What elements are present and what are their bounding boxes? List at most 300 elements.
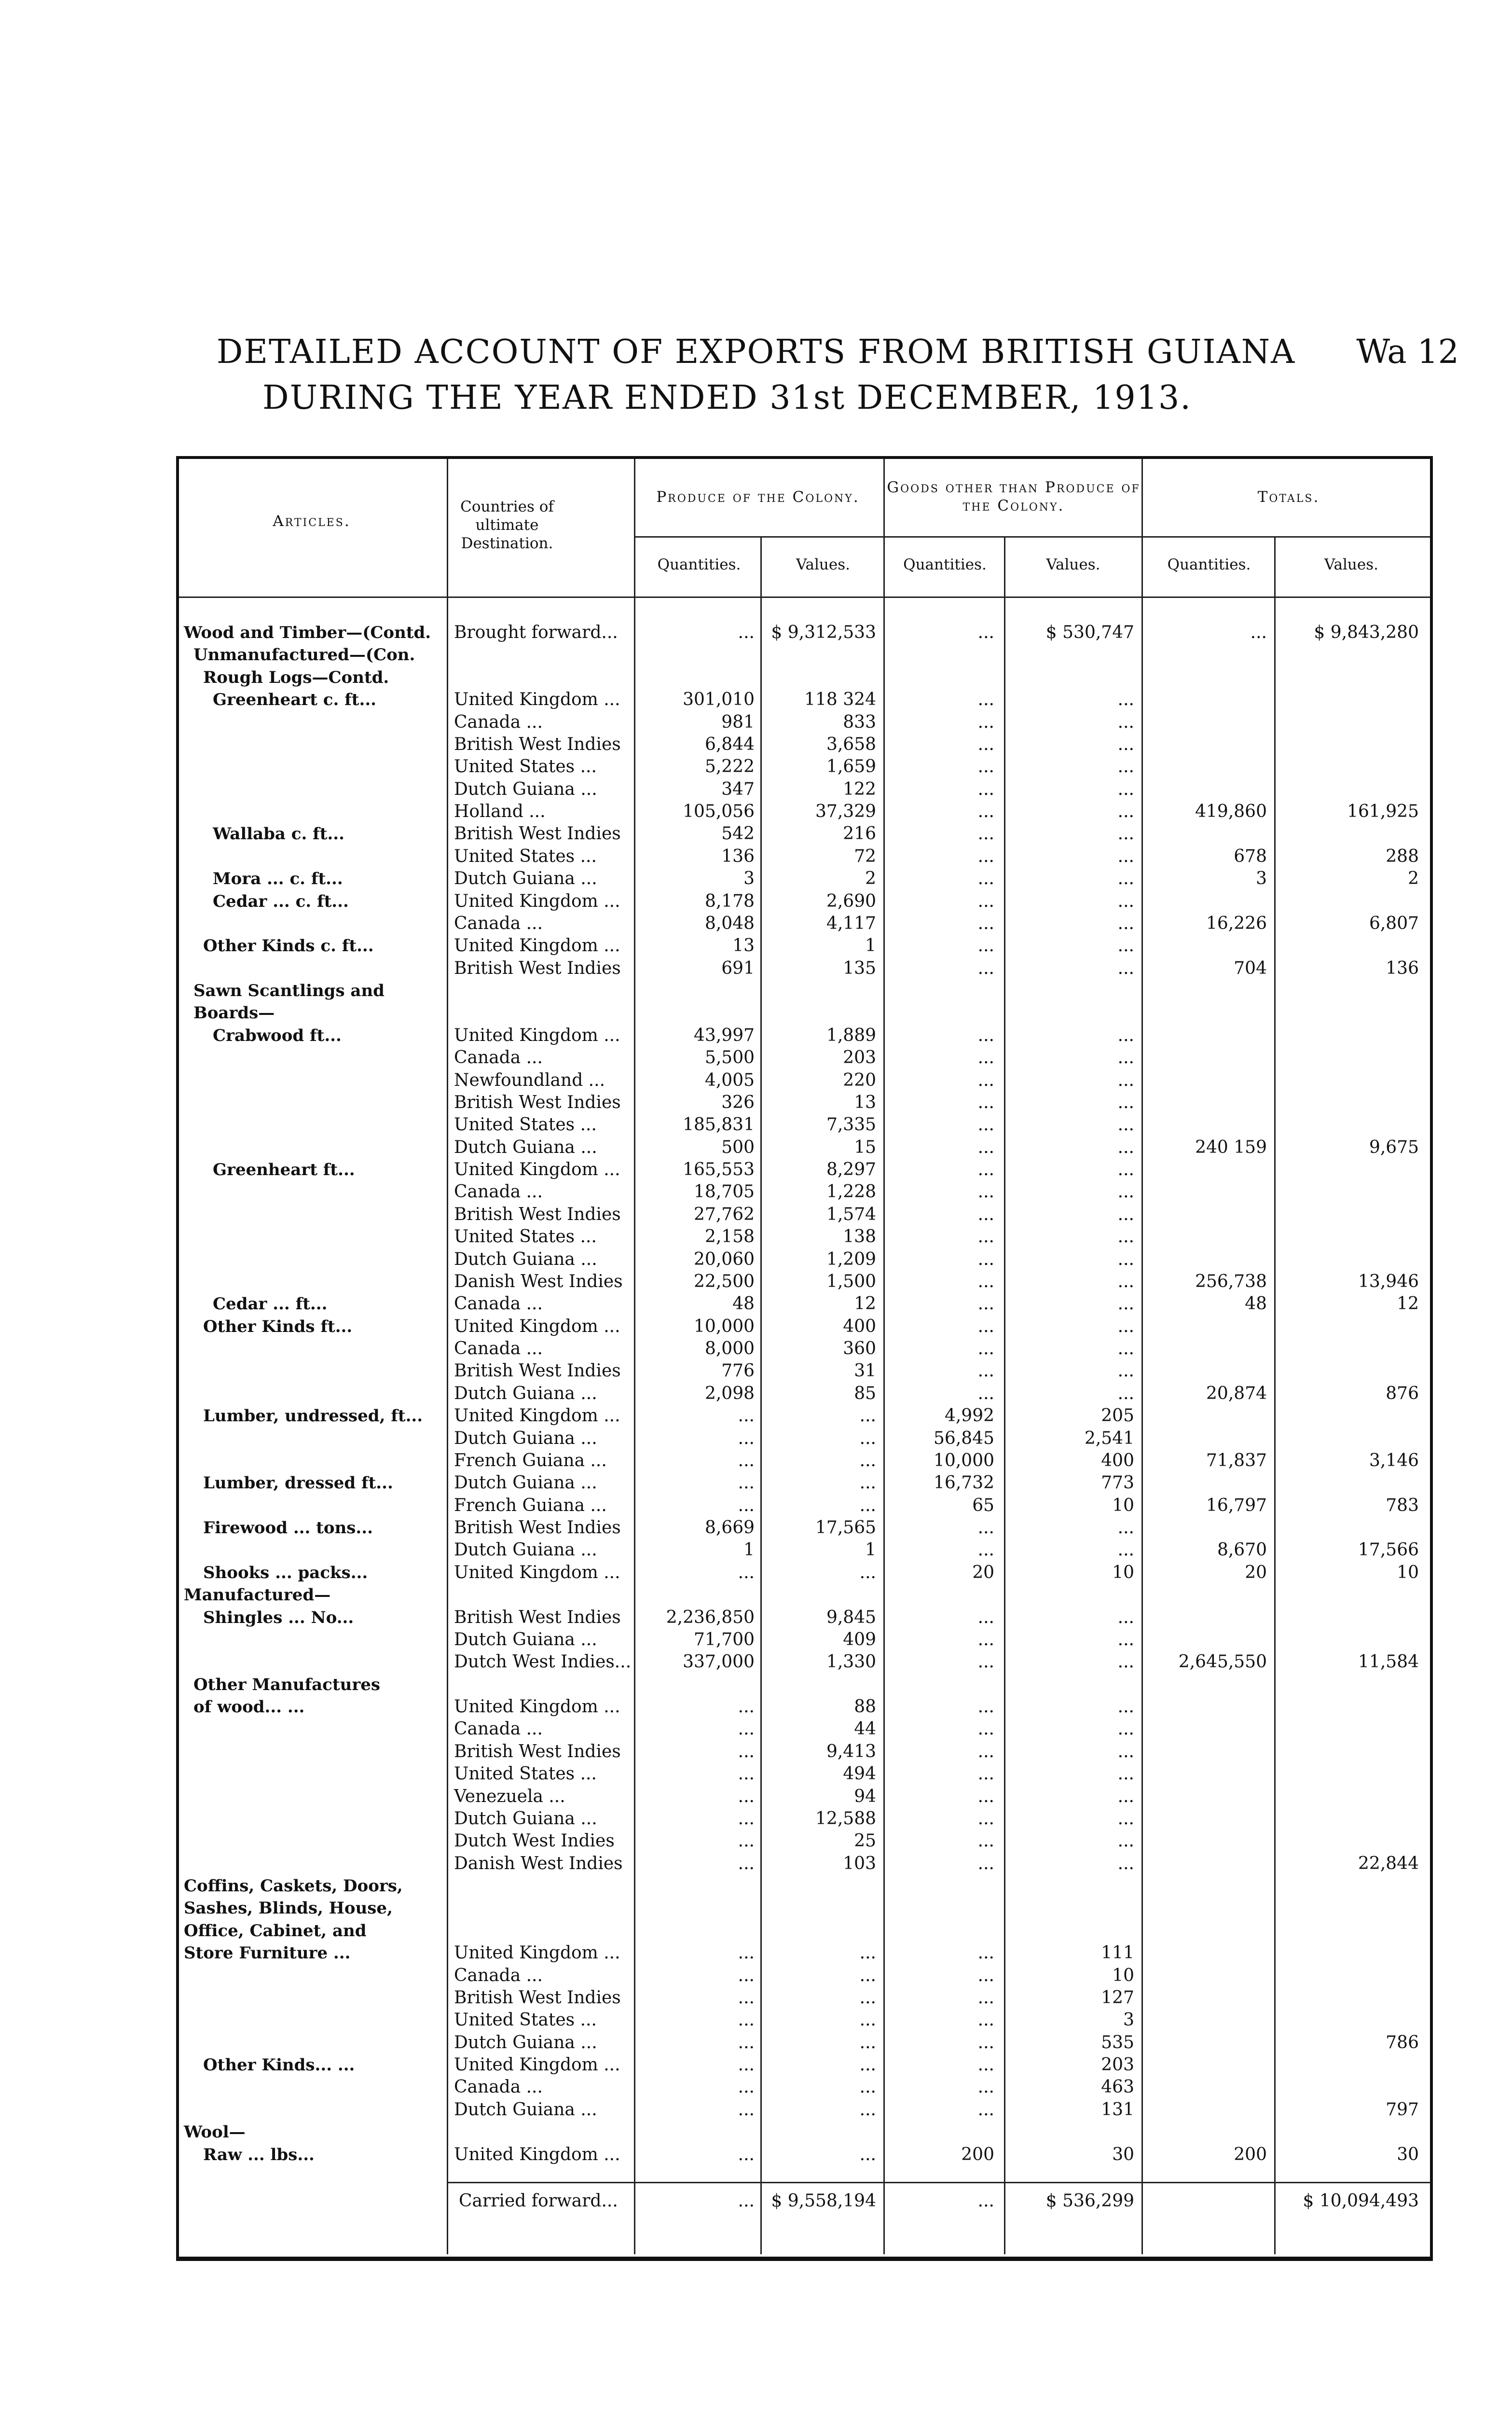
produce-quantity-cell: 43,997 bbox=[694, 1025, 755, 1045]
produce-value-cell: 409 bbox=[843, 1629, 876, 1650]
total-value-cell: 3,146 bbox=[1369, 1450, 1419, 1470]
goods-value-cell: 131 bbox=[1101, 2099, 1134, 2120]
article-cell: Wool— bbox=[184, 2122, 246, 2142]
country-cell: Dutch West Indies bbox=[454, 1831, 615, 1851]
goods-value-cell: ... bbox=[1117, 1719, 1134, 1739]
goods-quantity-cell: ... bbox=[977, 1383, 994, 1403]
article-cell: Sawn Scantlings and bbox=[193, 981, 385, 1001]
total-value-cell: 161,925 bbox=[1347, 802, 1419, 821]
produce-value-cell: 1,574 bbox=[826, 1204, 876, 1224]
goods-value-cell: ... bbox=[1117, 1160, 1134, 1180]
produce-quantity-cell: ... bbox=[738, 623, 755, 642]
produce-quantity-cell: 2,236,850 bbox=[666, 1607, 755, 1627]
produce-quantity-cell: 776 bbox=[721, 1361, 755, 1381]
country-cell: Canada ... bbox=[454, 1048, 543, 1068]
total-value-cell: 288 bbox=[1386, 846, 1419, 866]
produce-quantity-cell: 136 bbox=[721, 846, 755, 866]
article-cell: Shingles ... No... bbox=[203, 1608, 354, 1627]
country-cell: British West Indies bbox=[454, 1204, 621, 1224]
goods-quantity-cell: ... bbox=[977, 1987, 994, 2008]
produce-value-cell: ... bbox=[859, 1943, 876, 1963]
article-cell: Other Kinds c. ft... bbox=[203, 936, 374, 956]
produce-value-cell: 216 bbox=[843, 824, 876, 844]
goods-quantity-cell: ... bbox=[977, 1719, 994, 1739]
goods-quantity-cell: ... bbox=[977, 2032, 994, 2052]
produce-quantity-cell: 185,831 bbox=[683, 1115, 755, 1135]
country-cell: United Kingdom ... bbox=[454, 891, 620, 911]
goods-quantity-cell: ... bbox=[977, 623, 994, 642]
country-cell: Dutch Guiana ... bbox=[454, 869, 597, 889]
produce-value-cell: 4,117 bbox=[826, 913, 876, 933]
produce-quantity-cell: ... bbox=[738, 1450, 755, 1470]
produce-value-cell: 15 bbox=[854, 1137, 876, 1157]
goods-value-cell: ... bbox=[1117, 1361, 1134, 1381]
produce-value-cell: 138 bbox=[843, 1227, 876, 1247]
country-cell: British West Indies bbox=[454, 1607, 621, 1627]
country-cell: Canada ... bbox=[454, 1719, 543, 1739]
produce-value-cell: ... bbox=[859, 1965, 876, 1985]
total-value-cell: 797 bbox=[1386, 2099, 1419, 2120]
goods-value-cell: ... bbox=[1117, 1137, 1134, 1157]
goods-quantity-cell: ... bbox=[977, 779, 994, 799]
country-cell: Danish West Indies bbox=[454, 1271, 623, 1291]
country-cell: United States ... bbox=[454, 1227, 597, 1247]
country-cell: Dutch Guiana ... bbox=[454, 779, 597, 799]
total-quantity-cell: 20 bbox=[1245, 1562, 1267, 1582]
produce-value-cell: 12,588 bbox=[815, 1808, 876, 1829]
produce-value-cell: ... bbox=[859, 1428, 876, 1448]
country-cell: Dutch Guiana ... bbox=[454, 1383, 597, 1403]
country-cell: French Guiana ... bbox=[454, 1450, 607, 1470]
total-quantity-cell: 200 bbox=[1234, 2144, 1267, 2164]
article-cell: Crabwood ft... bbox=[213, 1026, 342, 1045]
total-quantity-cell: 20,874 bbox=[1206, 1383, 1267, 1403]
goods-quantity-cell: ... bbox=[977, 1115, 994, 1135]
article-cell: Wood and Timber—(Contd. bbox=[184, 623, 431, 642]
total-quantity-cell: 48 bbox=[1245, 1294, 1267, 1314]
produce-quantity-cell: 8,048 bbox=[704, 913, 755, 933]
header-articles: Articles. bbox=[273, 513, 351, 530]
country-cell: Dutch Guiana ... bbox=[454, 1629, 597, 1650]
goods-quantity-cell: ... bbox=[977, 1271, 994, 1291]
goods-quantity-cell: 4,992 bbox=[944, 1406, 994, 1426]
produce-quantity-cell: ... bbox=[738, 1719, 755, 1739]
total-value-cell: 9,675 bbox=[1369, 1137, 1419, 1157]
goods-quantity-cell: ... bbox=[977, 1786, 994, 1806]
goods-value-cell: 203 bbox=[1101, 2055, 1134, 2075]
country-cell: British West Indies bbox=[454, 1361, 621, 1381]
goods-value-cell: ... bbox=[1117, 1831, 1134, 1851]
country-cell: United Kingdom ... bbox=[454, 1943, 620, 1963]
total-quantity-cell: 704 bbox=[1234, 958, 1267, 978]
produce-value-cell: 31 bbox=[854, 1361, 876, 1381]
goods-quantity-cell: ... bbox=[977, 869, 994, 889]
goods-quantity-cell: 200 bbox=[961, 2144, 994, 2164]
produce-quantity-cell: ... bbox=[738, 2077, 755, 2097]
total-value-cell: 22,844 bbox=[1358, 1853, 1419, 1873]
produce-value-cell: 25 bbox=[854, 1831, 876, 1851]
country-cell: United States ... bbox=[454, 846, 597, 866]
goods-value-cell: $ 530,747 bbox=[1045, 623, 1134, 642]
produce-value-cell: 400 bbox=[843, 1316, 876, 1336]
produce-value-cell: 7,335 bbox=[826, 1115, 876, 1135]
country-cell: Dutch Guiana ... bbox=[454, 1137, 597, 1157]
produce-quantity-cell: 165,553 bbox=[683, 1160, 755, 1180]
produce-quantity-cell: 337,000 bbox=[683, 1652, 755, 1672]
article-cell: Wallaba c. ft... bbox=[213, 824, 344, 844]
goods-quantity-cell: ... bbox=[977, 2055, 994, 2075]
header-countries: Countries of ultimate Destination. bbox=[460, 498, 554, 552]
total-quantity-cell: 8,670 bbox=[1217, 1540, 1267, 1560]
country-cell: British West Indies bbox=[454, 1987, 621, 2008]
produce-value-cell: ... bbox=[859, 1450, 876, 1470]
goods-value-cell: ... bbox=[1117, 1540, 1134, 1560]
goods-value-cell: 2,541 bbox=[1084, 1428, 1134, 1448]
produce-quantity-cell: 3 bbox=[743, 869, 755, 889]
country-cell: British West Indies bbox=[454, 1741, 621, 1761]
goods-value-cell: 10 bbox=[1112, 1562, 1134, 1582]
goods-quantity-cell: ... bbox=[977, 1853, 994, 1873]
goods-value-cell: ... bbox=[1117, 1092, 1134, 1112]
produce-quantity-cell: ... bbox=[738, 2010, 755, 2030]
goods-value-cell: ... bbox=[1117, 1316, 1134, 1336]
goods-quantity-cell: ... bbox=[977, 1697, 994, 1717]
page-title: DETAILED ACCOUNT OF EXPORTS FROM BRITISH GUIANA bbox=[216, 333, 1296, 371]
produce-value-cell: $ 9,312,533 bbox=[771, 623, 876, 642]
produce-value-cell: 17,565 bbox=[815, 1518, 876, 1538]
produce-value-cell: 1 bbox=[865, 936, 876, 956]
produce-quantity-cell: ... bbox=[738, 2055, 755, 2075]
article-cell: Firewood ... tons... bbox=[203, 1518, 373, 1538]
exports-table bbox=[176, 456, 1433, 2261]
goods-value-cell: ... bbox=[1117, 1786, 1134, 1806]
produce-quantity-cell: ... bbox=[738, 1786, 755, 1806]
country-cell: United Kingdom ... bbox=[454, 2055, 620, 2075]
total-quantity-cell: 71,837 bbox=[1206, 1450, 1267, 1470]
goods-quantity-cell: ... bbox=[977, 1294, 994, 1314]
country-cell: United Kingdom ... bbox=[454, 2144, 620, 2164]
produce-quantity-cell: 8,178 bbox=[704, 891, 755, 911]
header-produce: Produce of the Colony. bbox=[656, 488, 860, 506]
produce-value-cell: 85 bbox=[854, 1383, 876, 1403]
produce-quantity-cell: 8,000 bbox=[704, 1339, 755, 1359]
country-cell: Dutch Guiana ... bbox=[454, 1473, 597, 1493]
produce-quantity-cell: ... bbox=[738, 1943, 755, 1963]
country-cell: Dutch Guiana ... bbox=[454, 2032, 597, 2052]
article-cell: Rough Logs—Contd. bbox=[203, 667, 389, 687]
produce-value-cell: 1,889 bbox=[826, 1025, 876, 1045]
goods-value-cell: ... bbox=[1117, 1025, 1134, 1045]
produce-value-cell: 44 bbox=[854, 1719, 876, 1739]
produce-value-cell: ... bbox=[859, 1562, 876, 1582]
goods-value-cell: ... bbox=[1117, 1271, 1134, 1291]
total-quantity-cell: 3 bbox=[1256, 869, 1267, 889]
goods-value-cell: ... bbox=[1117, 936, 1134, 956]
produce-value-cell: 72 bbox=[854, 846, 876, 866]
total-value-cell: 11,584 bbox=[1358, 1652, 1419, 1672]
carried-rule bbox=[447, 2182, 1430, 2183]
goods-value-cell: ... bbox=[1117, 1294, 1134, 1314]
produce-value-cell: 1,500 bbox=[826, 1271, 876, 1291]
produce-value-cell: 220 bbox=[843, 1070, 876, 1090]
produce-value-cell: 122 bbox=[843, 779, 876, 799]
produce-quantity-cell: 8,669 bbox=[704, 1518, 755, 1538]
column-divider bbox=[447, 459, 448, 2254]
produce-quantity-cell: 22,500 bbox=[694, 1271, 755, 1291]
goods-quantity-cell: ... bbox=[977, 2099, 994, 2120]
article-cell: Mora ... c. ft... bbox=[213, 869, 343, 889]
goods-quantity-cell: ... bbox=[977, 1808, 994, 1829]
produce-quantity-cell: ... bbox=[738, 1831, 755, 1851]
goods-quantity-cell: 16,732 bbox=[934, 1473, 994, 1493]
goods-quantity-cell: ... bbox=[977, 1070, 994, 1090]
goods-value-cell: 127 bbox=[1101, 1987, 1134, 2008]
produce-value-cell: 2 bbox=[865, 869, 876, 889]
article-cell: Other Kinds ft... bbox=[203, 1317, 353, 1336]
country-cell: United Kingdom ... bbox=[454, 1160, 620, 1180]
country-cell: Canada ... bbox=[454, 1182, 543, 1202]
total-value-cell: 17,566 bbox=[1358, 1540, 1419, 1560]
total-quantity-cell: ... bbox=[1250, 623, 1267, 642]
produce-value-cell: 103 bbox=[843, 1853, 876, 1873]
article-cell: Raw ... lbs... bbox=[203, 2145, 315, 2164]
goods-quantity-cell: ... bbox=[977, 712, 994, 732]
produce-quantity-cell: 13 bbox=[732, 936, 755, 956]
produce-quantity-cell: ... bbox=[738, 2099, 755, 2120]
produce-quantity-cell: 48 bbox=[732, 1294, 755, 1314]
produce-value-cell: 12 bbox=[854, 1294, 876, 1314]
country-cell: Dutch Guiana ... bbox=[454, 1540, 597, 1560]
produce-value-cell: 1 bbox=[865, 1540, 876, 1560]
goods-quantity-cell: ... bbox=[977, 1943, 994, 1963]
article-cell: of wood... ... bbox=[193, 1697, 305, 1717]
total-value-cell: 783 bbox=[1386, 1495, 1419, 1515]
produce-quantity-cell: ... bbox=[738, 1853, 755, 1873]
article-cell: Store Furniture ... bbox=[184, 1943, 351, 1963]
country-cell: British West Indies bbox=[454, 824, 621, 844]
goods-value-cell: ... bbox=[1117, 913, 1134, 933]
carried-goods-quantity: ... bbox=[977, 2191, 994, 2211]
produce-value-cell: 118 324 bbox=[804, 690, 876, 710]
goods-quantity-cell: ... bbox=[977, 1339, 994, 1359]
country-cell: British West Indies bbox=[454, 1092, 621, 1112]
goods-quantity-cell: ... bbox=[977, 913, 994, 933]
goods-value-cell: ... bbox=[1117, 1652, 1134, 1672]
header-bottom-rule bbox=[179, 596, 1430, 598]
produce-quantity-cell: ... bbox=[738, 2144, 755, 2164]
goods-value-cell: ... bbox=[1117, 1339, 1134, 1359]
goods-value-cell: ... bbox=[1117, 1697, 1134, 1717]
goods-value-cell: ... bbox=[1117, 1629, 1134, 1650]
country-cell: Canada ... bbox=[454, 913, 543, 933]
country-cell: Canada ... bbox=[454, 1294, 543, 1314]
produce-value-cell: 2,690 bbox=[826, 891, 876, 911]
total-quantity-cell: 678 bbox=[1234, 846, 1267, 866]
produce-value-cell: 94 bbox=[854, 1786, 876, 1806]
goods-value-cell: ... bbox=[1117, 1115, 1134, 1135]
goods-quantity-cell: ... bbox=[977, 1540, 994, 1560]
goods-value-cell: ... bbox=[1117, 958, 1134, 978]
carried-goods-value: $ 536,299 bbox=[1045, 2191, 1134, 2211]
produce-quantity-cell: ... bbox=[738, 1473, 755, 1493]
goods-value-cell: ... bbox=[1117, 1070, 1134, 1090]
total-quantity-cell: 240 159 bbox=[1195, 1137, 1267, 1157]
country-cell: United States ... bbox=[454, 2010, 597, 2030]
header-totals-values: Values. bbox=[1324, 556, 1378, 573]
goods-quantity-cell: ... bbox=[977, 2010, 994, 2030]
total-value-cell: 786 bbox=[1386, 2032, 1419, 2052]
goods-quantity-cell: 65 bbox=[972, 1495, 994, 1515]
goods-value-cell: ... bbox=[1117, 846, 1134, 866]
produce-quantity-cell: 27,762 bbox=[694, 1204, 755, 1224]
goods-value-cell: ... bbox=[1117, 779, 1134, 799]
country-cell: Holland ... bbox=[454, 802, 546, 821]
goods-quantity-cell: ... bbox=[977, 1741, 994, 1761]
produce-value-cell: 833 bbox=[843, 712, 876, 732]
article-cell: Lumber, dressed ft... bbox=[203, 1473, 393, 1493]
produce-value-cell: ... bbox=[859, 2099, 876, 2120]
country-cell: United Kingdom ... bbox=[454, 1316, 620, 1336]
goods-quantity-cell: ... bbox=[977, 1629, 994, 1650]
goods-quantity-cell: ... bbox=[977, 1361, 994, 1381]
total-value-cell: $ 9,843,280 bbox=[1314, 623, 1419, 642]
article-cell: Manufactured— bbox=[184, 1585, 331, 1605]
country-cell: Canada ... bbox=[454, 712, 543, 732]
total-quantity-cell: 16,797 bbox=[1206, 1495, 1267, 1515]
goods-quantity-cell: 56,845 bbox=[934, 1428, 994, 1448]
article-cell: Shooks ... packs... bbox=[203, 1563, 368, 1582]
goods-value-cell: ... bbox=[1117, 1808, 1134, 1829]
country-cell: United States ... bbox=[454, 1115, 597, 1135]
produce-quantity-cell: 10,000 bbox=[694, 1316, 755, 1336]
goods-quantity-cell: ... bbox=[977, 1092, 994, 1112]
total-quantity-cell: 419,860 bbox=[1195, 802, 1267, 821]
country-cell: British West Indies bbox=[454, 734, 621, 754]
produce-quantity-cell: 542 bbox=[721, 824, 755, 844]
goods-value-cell: ... bbox=[1117, 869, 1134, 889]
produce-quantity-cell: 5,222 bbox=[704, 757, 755, 777]
produce-value-cell: 1,228 bbox=[826, 1182, 876, 1202]
total-quantity-cell: 256,738 bbox=[1195, 1271, 1267, 1291]
produce-quantity-cell: ... bbox=[738, 1495, 755, 1515]
produce-quantity-cell: ... bbox=[738, 1406, 755, 1426]
produce-value-cell: ... bbox=[859, 2032, 876, 2052]
goods-value-cell: ... bbox=[1117, 1249, 1134, 1269]
country-cell: United Kingdom ... bbox=[454, 936, 620, 956]
goods-value-cell: ... bbox=[1117, 1204, 1134, 1224]
header-goods-other: Goods other than Produce of the Colony. bbox=[887, 479, 1141, 514]
article-cell: Cedar ... c. ft... bbox=[213, 891, 349, 911]
country-cell: Venezuela ... bbox=[454, 1786, 565, 1806]
produce-value-cell: 203 bbox=[843, 1048, 876, 1068]
country-cell: British West Indies bbox=[454, 958, 621, 978]
produce-value-cell: ... bbox=[859, 2010, 876, 2030]
produce-quantity-cell: ... bbox=[738, 1764, 755, 1784]
article-cell: Unmanufactured—(Con. bbox=[193, 645, 415, 665]
produce-quantity-cell: 301,010 bbox=[683, 690, 755, 710]
goods-quantity-cell: ... bbox=[977, 757, 994, 777]
goods-value-cell: 535 bbox=[1101, 2032, 1134, 2052]
produce-value-cell: 1,659 bbox=[826, 757, 876, 777]
goods-value-cell: ... bbox=[1117, 1518, 1134, 1538]
country-cell: United Kingdom ... bbox=[454, 690, 620, 710]
article-cell: Office, Cabinet, and bbox=[184, 1921, 367, 1941]
produce-quantity-cell: 5,500 bbox=[704, 1048, 755, 1068]
goods-value-cell: 463 bbox=[1101, 2077, 1134, 2097]
produce-quantity-cell: 2,158 bbox=[704, 1227, 755, 1247]
produce-value-cell: 494 bbox=[843, 1764, 876, 1784]
goods-quantity-cell: ... bbox=[977, 1227, 994, 1247]
produce-value-cell: ... bbox=[859, 1495, 876, 1515]
goods-quantity-cell: ... bbox=[977, 1831, 994, 1851]
produce-quantity-cell: 20,060 bbox=[694, 1249, 755, 1269]
goods-value-cell: 773 bbox=[1101, 1473, 1134, 1493]
header-produce-quantities: Quantities. bbox=[657, 556, 741, 573]
produce-quantity-cell: ... bbox=[738, 1562, 755, 1582]
goods-quantity-cell: 20 bbox=[972, 1562, 994, 1582]
goods-value-cell: ... bbox=[1117, 1383, 1134, 1403]
produce-quantity-cell: ... bbox=[738, 1697, 755, 1717]
country-cell: Dutch Guiana ... bbox=[454, 1249, 597, 1269]
produce-quantity-cell: ... bbox=[738, 1808, 755, 1829]
produce-value-cell: 9,413 bbox=[826, 1741, 876, 1761]
goods-value-cell: ... bbox=[1117, 1853, 1134, 1873]
article-cell: Cedar ... ft... bbox=[213, 1294, 328, 1314]
goods-quantity-cell: ... bbox=[977, 1518, 994, 1538]
goods-quantity-cell: ... bbox=[977, 1652, 994, 1672]
goods-value-cell: ... bbox=[1117, 1048, 1134, 1068]
goods-quantity-cell: ... bbox=[977, 1048, 994, 1068]
produce-quantity-cell: 500 bbox=[721, 1137, 755, 1157]
goods-quantity-cell: ... bbox=[977, 1965, 994, 1985]
article-cell: Other Manufactures bbox=[193, 1675, 380, 1694]
goods-quantity-cell: ... bbox=[977, 734, 994, 754]
goods-value-cell: ... bbox=[1117, 824, 1134, 844]
header-totals: Totals. bbox=[1257, 488, 1320, 506]
produce-quantity-cell: ... bbox=[738, 1987, 755, 2008]
goods-value-cell: ... bbox=[1117, 1182, 1134, 1202]
produce-quantity-cell: 691 bbox=[721, 958, 755, 978]
produce-quantity-cell: 347 bbox=[721, 779, 755, 799]
produce-quantity-cell: 18,705 bbox=[694, 1182, 755, 1202]
country-cell: United Kingdom ... bbox=[454, 1697, 620, 1717]
goods-quantity-cell: ... bbox=[977, 846, 994, 866]
goods-quantity-cell: ... bbox=[977, 690, 994, 710]
produce-value-cell: ... bbox=[859, 2144, 876, 2164]
goods-quantity-cell: ... bbox=[977, 1607, 994, 1627]
goods-value-cell: ... bbox=[1117, 1227, 1134, 1247]
produce-quantity-cell: ... bbox=[738, 1741, 755, 1761]
country-cell: Canada ... bbox=[454, 1965, 543, 1985]
produce-value-cell: 37,329 bbox=[815, 802, 876, 821]
page-reference: Wa 12 bbox=[1356, 333, 1459, 371]
article-cell: Sashes, Blinds, House, bbox=[184, 1899, 393, 1918]
produce-quantity-cell: ... bbox=[738, 1965, 755, 1985]
column-divider bbox=[1141, 459, 1143, 2254]
country-cell: Dutch Guiana ... bbox=[454, 1428, 597, 1448]
produce-quantity-cell: 2,098 bbox=[704, 1383, 755, 1403]
goods-quantity-cell: 10,000 bbox=[934, 1450, 994, 1470]
goods-value-cell: ... bbox=[1117, 734, 1134, 754]
header-produce-values: Values. bbox=[796, 556, 850, 573]
goods-quantity-cell: ... bbox=[977, 891, 994, 911]
goods-value-cell: ... bbox=[1117, 1607, 1134, 1627]
goods-value-cell: 111 bbox=[1101, 1943, 1134, 1963]
country-cell: Newfoundland ... bbox=[454, 1070, 605, 1090]
total-quantity-cell: 2,645,550 bbox=[1178, 1652, 1267, 1672]
country-cell: Canada ... bbox=[454, 1339, 543, 1359]
produce-quantity-cell: 6,844 bbox=[704, 734, 755, 754]
